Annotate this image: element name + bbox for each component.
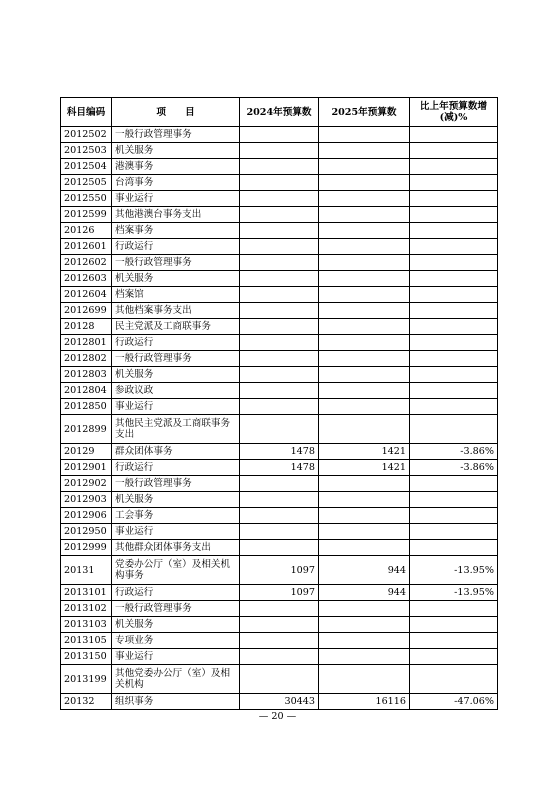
cell-2025: 1421 [319,460,410,476]
cell-change-pct: -13.95% [410,585,498,601]
cell-2025 [319,335,410,351]
cell-2025 [319,175,410,191]
cell-code: 2012599 [61,207,112,223]
table-row [61,367,498,383]
cell-2024 [240,175,319,191]
cell-item: 群众团体事务 [112,444,240,460]
cell-code: 20128 [61,319,112,335]
cell-2024 [240,271,319,287]
cell-item: 其他档案事务支出 [112,303,240,319]
cell-change-pct: -3.86% [410,460,498,476]
cell-item: 机关服务 [112,492,240,508]
cell-2024 [240,633,319,649]
table-row [61,585,498,601]
cell-2024 [240,508,319,524]
cell-2025 [319,303,410,319]
cell-item: 其他党委办公厅（室）及相关机构 [112,665,240,694]
cell-item: 一般行政管理事务 [112,127,240,143]
table-row [61,351,498,367]
cell-change-pct [410,159,498,175]
cell-2025 [319,633,410,649]
cell-2024 [240,159,319,175]
cell-change-pct [410,383,498,399]
cell-2025 [319,476,410,492]
table-row [61,444,498,460]
cell-2025 [319,492,410,508]
cell-2024 [240,335,319,351]
header-item: 项 目 [112,98,240,127]
cell-change-pct [410,127,498,143]
cell-code: 2013103 [61,617,112,633]
cell-change-pct [410,271,498,287]
cell-code: 2012502 [61,127,112,143]
cell-change-pct [410,524,498,540]
cell-item: 民主党派及工商联事务 [112,319,240,335]
cell-change-pct [410,415,498,444]
cell-item: 行政运行 [112,335,240,351]
cell-code: 2012602 [61,255,112,271]
cell-item: 参政议政 [112,383,240,399]
cell-change-pct [410,191,498,207]
budget-table [60,97,498,710]
cell-2024 [240,399,319,415]
cell-code: 2012504 [61,159,112,175]
cell-2025: 944 [319,585,410,601]
cell-item: 机关服务 [112,143,240,159]
cell-2025 [319,367,410,383]
cell-2024 [240,239,319,255]
table-row [61,271,498,287]
table-row [61,460,498,476]
table-row [61,287,498,303]
cell-code: 2012999 [61,540,112,556]
cell-change-pct [410,255,498,271]
cell-code: 2012850 [61,399,112,415]
cell-2025 [319,127,410,143]
cell-2024 [240,540,319,556]
table-row [61,207,498,223]
table-row [61,415,498,444]
cell-2024 [240,303,319,319]
cell-change-pct [410,223,498,239]
cell-change-pct [410,335,498,351]
cell-2024 [240,223,319,239]
table-row [61,508,498,524]
cell-2024 [240,649,319,665]
cell-code: 2012903 [61,492,112,508]
header-code: 科目编码 [61,98,112,127]
cell-code: 2012802 [61,351,112,367]
header-2024: 2024年预算数 [240,98,319,127]
cell-item: 事业运行 [112,649,240,665]
table-row [61,303,498,319]
cell-code: 2013199 [61,665,112,694]
cell-code: 2012604 [61,287,112,303]
cell-change-pct [410,601,498,617]
cell-change-pct [410,540,498,556]
cell-code: 20132 [61,694,112,710]
cell-code: 2013102 [61,601,112,617]
table-header-row [61,98,498,127]
cell-2024 [240,127,319,143]
cell-item: 党委办公厅（室）及相关机构事务 [112,556,240,585]
cell-item: 专项业务 [112,633,240,649]
cell-code: 2012550 [61,191,112,207]
cell-2025 [319,319,410,335]
cell-2024 [240,191,319,207]
table-body [61,127,498,710]
cell-change-pct [410,492,498,508]
cell-change-pct [410,617,498,633]
cell-2025 [319,223,410,239]
cell-item: 行政运行 [112,239,240,255]
cell-2024 [240,351,319,367]
cell-change-pct [410,207,498,223]
cell-2024 [240,255,319,271]
cell-code: 2012950 [61,524,112,540]
cell-item: 机关服务 [112,367,240,383]
header-change-pct: 比上年预算数增(减)% [410,98,498,127]
cell-2025 [319,508,410,524]
table-row [61,492,498,508]
cell-2024 [240,383,319,399]
cell-item: 事业运行 [112,524,240,540]
cell-2024: 1478 [240,444,319,460]
cell-change-pct [410,303,498,319]
table-row [61,649,498,665]
cell-item: 机关服务 [112,617,240,633]
cell-change-pct: -13.95% [410,556,498,585]
cell-2024 [240,665,319,694]
cell-2025 [319,399,410,415]
cell-2024 [240,367,319,383]
table-row [61,617,498,633]
table-row [61,143,498,159]
cell-item: 机关服务 [112,271,240,287]
cell-2025 [319,287,410,303]
cell-2025 [319,159,410,175]
cell-2024 [240,207,319,223]
table-row [61,556,498,585]
cell-2025 [319,665,410,694]
cell-item: 事业运行 [112,191,240,207]
cell-change-pct [410,239,498,255]
cell-change-pct [410,319,498,335]
cell-2025 [319,207,410,223]
cell-change-pct [410,508,498,524]
cell-code: 20126 [61,223,112,239]
table-row [61,399,498,415]
cell-2025 [319,415,410,444]
cell-2024 [240,492,319,508]
cell-item: 一般行政管理事务 [112,255,240,271]
table-row [61,239,498,255]
table-row [61,476,498,492]
table-row [61,665,498,694]
cell-item: 一般行政管理事务 [112,601,240,617]
table-row [61,335,498,351]
cell-2024 [240,476,319,492]
cell-change-pct [410,351,498,367]
cell-code: 20129 [61,444,112,460]
cell-2025 [319,271,410,287]
cell-change-pct [410,287,498,303]
cell-2025 [319,255,410,271]
cell-change-pct [410,649,498,665]
cell-2025 [319,143,410,159]
cell-change-pct [410,367,498,383]
cell-change-pct [410,175,498,191]
cell-code: 2012901 [61,460,112,476]
cell-item: 档案事务 [112,223,240,239]
cell-item: 其他群众团体事务支出 [112,540,240,556]
cell-code: 2012902 [61,476,112,492]
table-row [61,383,498,399]
cell-change-pct: -3.86% [410,444,498,460]
cell-2025 [319,351,410,367]
cell-2025 [319,191,410,207]
cell-2024 [240,617,319,633]
cell-code: 2013105 [61,633,112,649]
cell-2024: 1478 [240,460,319,476]
page-number: — 20 — [258,711,297,722]
header-2025: 2025年预算数 [319,98,410,127]
cell-code: 2012699 [61,303,112,319]
cell-2024 [240,143,319,159]
cell-change-pct: -47.06% [410,694,498,710]
cell-item: 其他民主党派及工商联事务支出 [112,415,240,444]
cell-item: 港澳事务 [112,159,240,175]
cell-item: 行政运行 [112,460,240,476]
cell-2024: 30443 [240,694,319,710]
cell-code: 2013101 [61,585,112,601]
cell-2024 [240,415,319,444]
cell-item: 档案馆 [112,287,240,303]
cell-2025: 16116 [319,694,410,710]
cell-2024 [240,287,319,303]
cell-2024 [240,319,319,335]
cell-2025 [319,540,410,556]
cell-code: 2012803 [61,367,112,383]
cell-code: 2012906 [61,508,112,524]
cell-code: 2012899 [61,415,112,444]
table-row [61,524,498,540]
table-row [61,319,498,335]
cell-2024: 1097 [240,556,319,585]
cell-change-pct [410,399,498,415]
cell-code: 2012804 [61,383,112,399]
cell-2025 [319,239,410,255]
cell-item: 台湾事务 [112,175,240,191]
cell-2025 [319,383,410,399]
cell-item: 组织事务 [112,694,240,710]
cell-2025 [319,617,410,633]
table-row [61,175,498,191]
table-row [61,127,498,143]
cell-2025 [319,649,410,665]
cell-change-pct [410,476,498,492]
cell-item: 一般行政管理事务 [112,351,240,367]
table-row [61,601,498,617]
cell-item: 事业运行 [112,399,240,415]
table-row [61,191,498,207]
table-row [61,223,498,239]
cell-item: 一般行政管理事务 [112,476,240,492]
cell-2025: 944 [319,556,410,585]
cell-code: 2012603 [61,271,112,287]
cell-item: 其他港澳台事务支出 [112,207,240,223]
cell-change-pct [410,665,498,694]
cell-2025 [319,601,410,617]
cell-2025: 1421 [319,444,410,460]
cell-2024 [240,524,319,540]
table-row [61,540,498,556]
cell-2025 [319,524,410,540]
cell-code: 2012503 [61,143,112,159]
table-row [61,159,498,175]
table-row [61,694,498,710]
table-row [61,255,498,271]
table-row [61,633,498,649]
cell-2024: 1097 [240,585,319,601]
cell-code: 2013150 [61,649,112,665]
cell-change-pct [410,633,498,649]
cell-2024 [240,601,319,617]
cell-code: 2012601 [61,239,112,255]
cell-item: 工会事务 [112,508,240,524]
cell-change-pct [410,143,498,159]
cell-code: 2012801 [61,335,112,351]
cell-code: 20131 [61,556,112,585]
cell-item: 行政运行 [112,585,240,601]
cell-code: 2012505 [61,175,112,191]
